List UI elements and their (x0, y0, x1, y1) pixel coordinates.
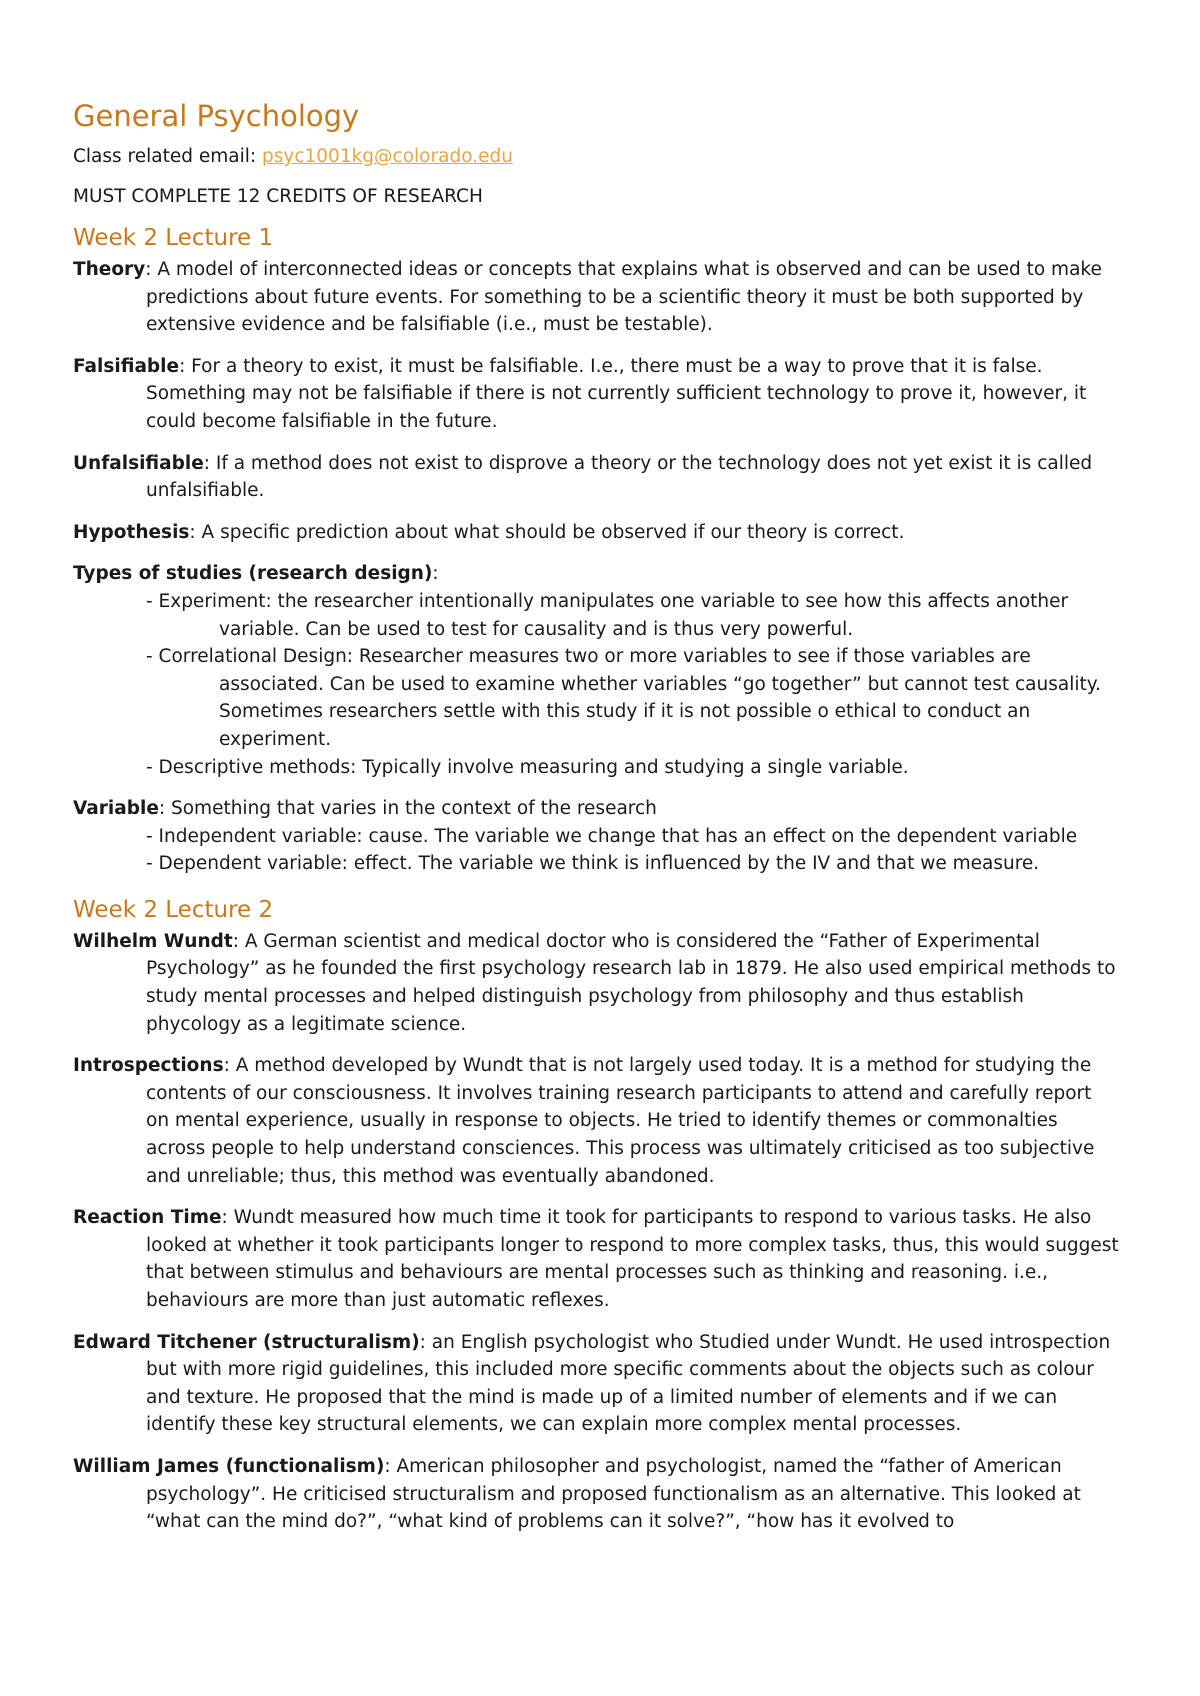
variable-definition: : Something that varies in the context of the research (158, 798, 657, 820)
theory-term: Theory (73, 259, 146, 280)
wundt-entry (73, 928, 1120, 1038)
theory-entry (73, 256, 1120, 339)
introspections-definition: : A method developed by Wundt that is not largely used today. It is a method for studying the contents of our consciousness. It involves training research participants to attend and carefully report on mental experience, usually in response to objects. He tried to identify themes or commonalties across people to help understand consciences. This process was ultimately criticised as too subjective and unreliable; thus, this method was eventually abandoned. (146, 1055, 1095, 1187)
email-link[interactable]: psyc1001kg@colorado.edu (262, 146, 513, 167)
wundt-definition: : A German scientist and medical doctor who is considered the “Father of Experimental Psychology” as he founded the first psychology research lab in 1879. He also used empirical methods to study mental processes and helped distinguish psychology from philosophy and thus establish phycology as a legitimate science. (146, 930, 1116, 1035)
research-credits-notice: MUST COMPLETE 12 CREDITS OF RESEARCH (73, 186, 483, 207)
study-types-colon: : (432, 563, 439, 585)
james-definition: : American philosopher and psychologist, named the “father of American psychology”. He criticised structuralism and proposed functionalism as an alternative. This looked at “what can the mind do?”, “what kind of problems can it solve?”, “how has it evolved to (146, 1455, 1081, 1533)
introspections-entry (73, 1052, 1120, 1190)
titchener-definition: : an English psychologist who Studied under Wundt. He used introspection but with more rigid guidelines, this included more specific comments about the objects such as colour and texture. He proposed that the mind is made up of a limited number of elements and if we can identify these key structural elements, we can explain more complex mental processes. (146, 1331, 1111, 1436)
independent-variable-item: - Independent variable: cause. The variable we change that has an effect on the dependent variable (146, 825, 1078, 847)
study-types-entry (73, 560, 1120, 588)
hypothesis-definition: : A specific prediction about what should be observed if our theory is correct. (189, 521, 905, 543)
james-term: William James (functionalism) (73, 1455, 385, 1477)
james-entry (73, 1453, 1120, 1536)
variable-entry (73, 795, 1120, 823)
hypothesis-term: Hypothesis (73, 521, 190, 543)
study-type-descriptive: - Descriptive methods: Typically involve measuring and studying a single variable. (146, 756, 909, 778)
theory-definition: : A model of interconnected ideas or concepts that explains what is observed and can be used to make predictions about future events. For something to be a scientific theory it must be both supported by extensive evidence and be falsifiable (i.e., must be testable). (145, 259, 1102, 336)
unfalsifiable-entry (73, 450, 1120, 505)
email-label: Class related email: (73, 146, 263, 167)
falsifiable-term: Falsifiable (73, 355, 180, 377)
unfalsifiable-definition: : If a method does not exist to disprove a theory or the technology does not yet exist it is called unfalsifiable. (146, 452, 1093, 502)
document-title: General Psychology (73, 99, 360, 133)
reaction-time-entry (73, 1204, 1120, 1314)
study-type-correlational: - Correlational Design: Researcher measures two or more variables to see if those variables are associated. Can be used to examine whether variables “go together” but cannot test causality. Sometimes researchers settle with this study if it is not possible o ethical to conduct an experiment. (146, 646, 1101, 750)
titchener-entry (73, 1329, 1120, 1439)
hypothesis-entry (73, 519, 1120, 547)
reaction-time-definition: : Wundt measured how much time it took for participants to respond to various tasks. He also looked at whether it took participants longer to respond to more complex tasks, thus, this would suggest that between stimulus and behaviours are mental processes such as thinking and reasoning. i.e., behaviours are more than just automatic reflexes. (146, 1207, 1119, 1311)
week2-lecture1-heading: Week 2 Lecture 1 (73, 225, 274, 251)
unfalsifiable-term: Unfalsifiable (73, 452, 204, 474)
class-email-line (73, 144, 1120, 170)
week2-lecture2-heading: Week 2 Lecture 2 (73, 896, 274, 923)
introspections-term: Introspections (73, 1055, 224, 1077)
falsifiable-entry (73, 353, 1120, 436)
reaction-time-term: Reaction Time (73, 1207, 222, 1229)
dependent-variable-item: - Dependent variable: effect. The variable we think is influenced by the IV and that we measure. (146, 853, 1040, 875)
wundt-term: Wilhelm Wundt (73, 930, 233, 952)
study-types-term: Types of studies (research design) (73, 563, 433, 585)
falsifiable-definition: : For a theory to exist, it must be falsifiable. I.e., there must be a way to prove that it is false. Something may not be falsifiable if there is not currently sufficient technology to prove it, however, it could become falsifiable in the future. (146, 355, 1087, 432)
variable-term: Variable (73, 798, 159, 820)
titchener-term: Edward Titchener (structuralism) (73, 1331, 420, 1353)
study-type-experiment: - Experiment: the researcher intentionally manipulates one variable to see how this affects another variable. Can be used to test for causality and is thus very powerful. (146, 590, 1069, 640)
